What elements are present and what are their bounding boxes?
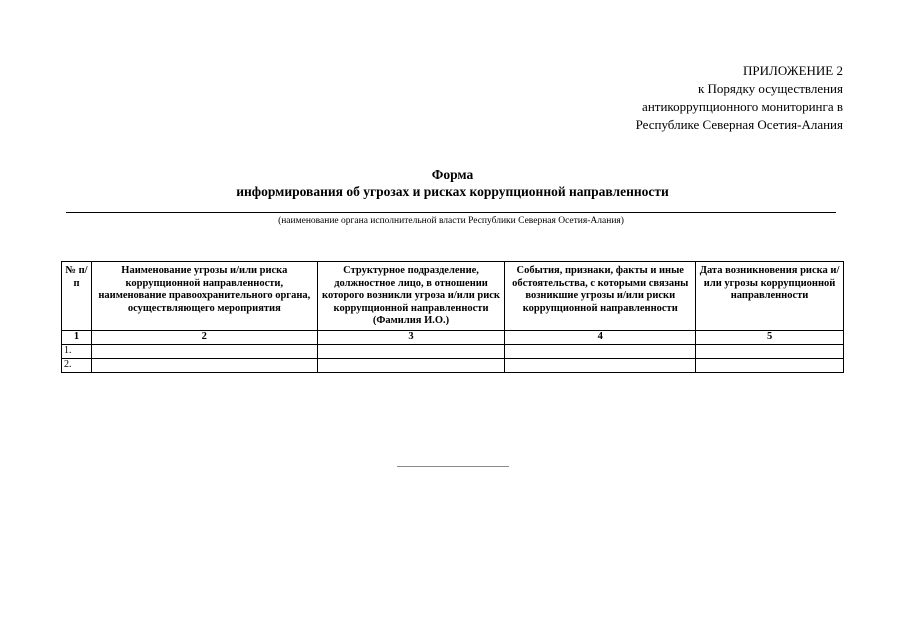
header-department: Структурное подразделение, должностное лицо, в отношении которого возникли угроза и/или риск коррупционной направленности (Фамилия И.О.) bbox=[317, 262, 505, 331]
table-cell bbox=[505, 344, 696, 358]
header-number: № п/п bbox=[62, 262, 92, 331]
appendix-block bbox=[543, 62, 843, 134]
header-events: События, признаки, факты и иные обстоятельства, с которыми связаны возникшие угрозы и/или риски коррупционной направленности bbox=[505, 262, 696, 331]
header-date: Дата возникновения риска и/или угрозы коррупционной направленности bbox=[696, 262, 844, 331]
table-cell bbox=[696, 358, 844, 372]
column-number: 2 bbox=[91, 330, 317, 344]
form-heading bbox=[60, 166, 845, 200]
org-name-caption: (наименование органа исполнительной власти Республики Северная Осетия-Алания) bbox=[278, 216, 624, 226]
table-cell bbox=[696, 344, 844, 358]
table-cell bbox=[317, 344, 505, 358]
header-threat-name: Наименование угрозы и/или риска коррупционной направленности, наименование правоохранительного органа, осуществляющего мероприятия bbox=[91, 262, 317, 331]
form-subtitle: информирования об угрозах и рисках коррупционной направленности bbox=[236, 184, 669, 199]
column-number: 1 bbox=[62, 330, 92, 344]
appendix-line-1: ПРИЛОЖЕНИЕ 2 bbox=[743, 63, 843, 78]
table-cell: 1. bbox=[62, 344, 92, 358]
table-cell bbox=[317, 358, 505, 372]
table-cell: 2. bbox=[62, 358, 92, 372]
form-title: Форма bbox=[431, 167, 474, 182]
appendix-line-3: антикоррупционного мониторинга в bbox=[642, 99, 843, 114]
table-cell bbox=[91, 344, 317, 358]
table-row bbox=[62, 344, 844, 358]
appendix-line-2: к Порядку осуществления bbox=[697, 81, 843, 96]
column-number-row bbox=[62, 330, 844, 344]
column-number: 4 bbox=[505, 330, 696, 344]
threats-table bbox=[61, 261, 844, 373]
org-name-line bbox=[66, 212, 836, 213]
footnote-separator bbox=[397, 466, 509, 467]
table-row bbox=[62, 358, 844, 372]
appendix-line-4: Республике Северная Осетия-Алания bbox=[635, 117, 843, 132]
table-cell bbox=[91, 358, 317, 372]
table-cell bbox=[505, 358, 696, 372]
column-number: 3 bbox=[317, 330, 505, 344]
table-header-row bbox=[62, 262, 844, 331]
column-number: 5 bbox=[696, 330, 844, 344]
